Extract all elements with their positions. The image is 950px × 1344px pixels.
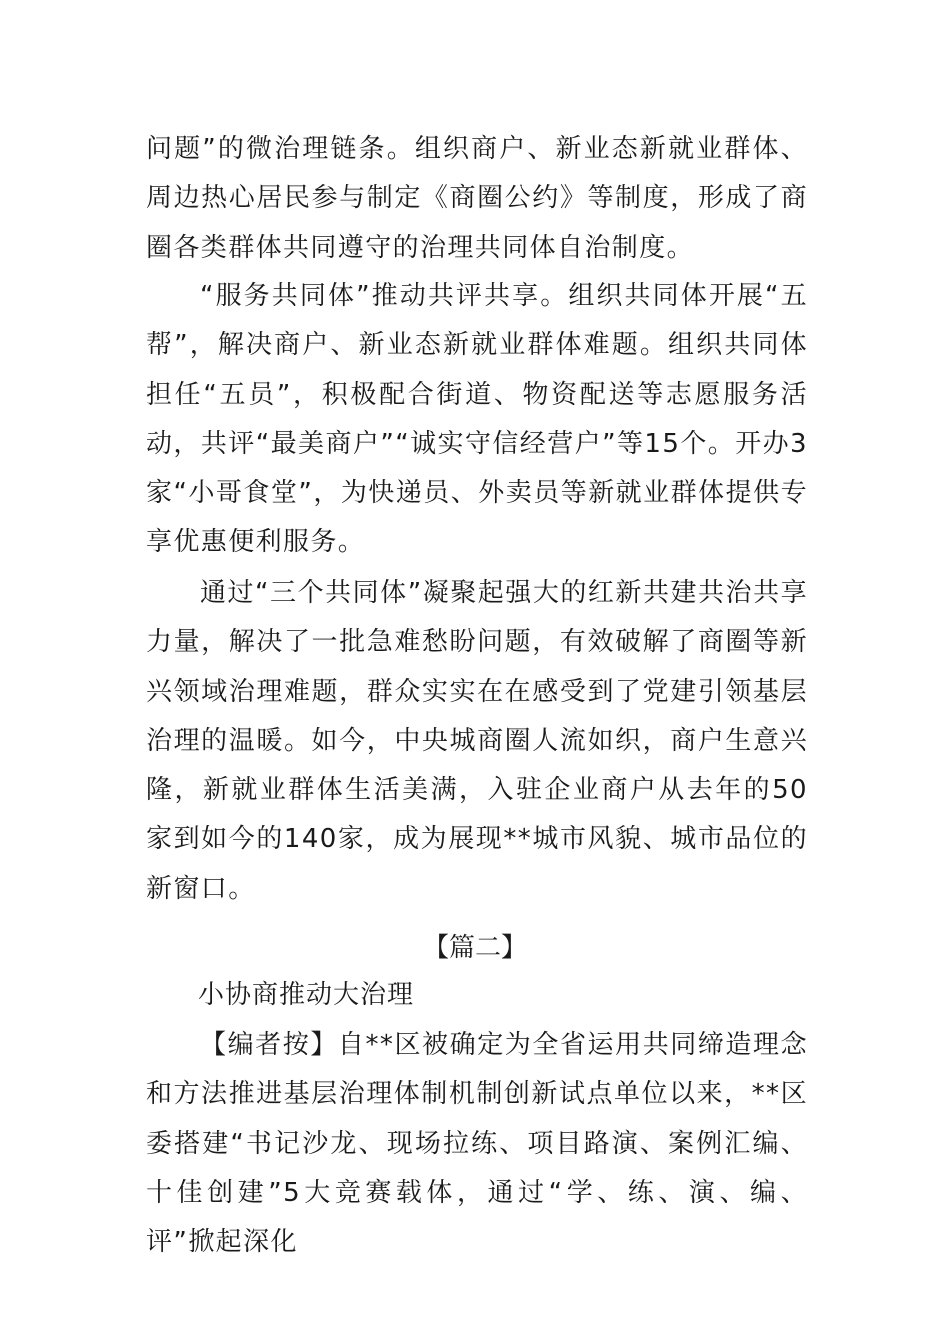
section-heading: 【篇二】 — [422, 933, 527, 963]
paragraph-service-community: “服务共同体”推动共评共享。组织共同体开展“五帮”，解决商户、新业态新就业群体难题。组织共同体担任“五员”，积极配合街道、物资配送等志愿服务活动，共评“最美商户”“诚实守信经营户”等15个。开办3家“小哥食堂”，为快递员、外卖员等新就业群体提供专享优惠便利服务。 — [146, 281, 808, 558]
paragraph-continued: 问题”的微治理链条。组织商户、新业态新就业群体、周边热心居民参与制定《商圈公约》等制度，形成了商圈各类群体共同遵守的治理共同体自治制度。 — [146, 134, 808, 263]
editor-note-paragraph: 【编者按】自**区被确定为全省运用共同缔造理念和方法推进基层治理体制机制创新试点单位以来，**区委搭建“书记沙龙、现场拉练、项目路演、案例汇编、十佳创建”5大竞赛载体，通过“学、练、演、编、评”掀起深化 — [146, 1030, 808, 1258]
article-title: 小协商推动大治理 — [198, 980, 415, 1010]
paragraph-summary: 通过“三个共同体”凝聚起强大的红新共建共治共享力量，解决了一批急难愁盼问题，有效破解了商圈等新兴领域治理难题，群众实实在在感受到了党建引领基层治理的温暖。如今，中央城商圈人流如织，商户生意兴隆，新就业群体生活美满，入驻企业商户从去年的50家到如今的140家，成为展现**城市风貌、城市品位的新窗口。 — [146, 578, 808, 904]
